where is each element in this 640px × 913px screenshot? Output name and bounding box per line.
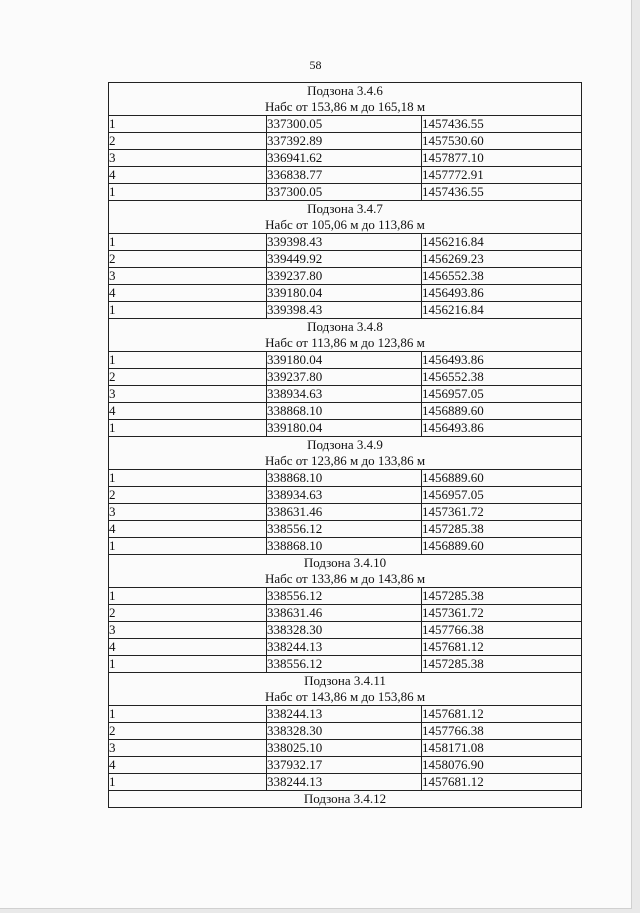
y-coordinate-cell: 1456889.60 <box>422 538 582 555</box>
y-coordinate-cell: 1456552.38 <box>422 369 582 386</box>
zone-height-range: Набс от 105,06 м до 113,86 м <box>109 217 582 234</box>
table-row <box>109 774 582 791</box>
point-number-cell: 3 <box>109 740 267 757</box>
table-row <box>109 622 582 639</box>
point-number-cell: 3 <box>109 504 267 521</box>
table-row <box>109 470 582 487</box>
table-row <box>109 538 582 555</box>
zone-title: Подзона 3.4.11 <box>109 673 582 690</box>
zone-title: Подзона 3.4.9 <box>109 437 582 454</box>
x-coordinate-cell: 338025.10 <box>267 740 422 757</box>
x-coordinate-cell: 339180.04 <box>267 352 422 369</box>
table-row <box>109 302 582 319</box>
point-number-cell: 2 <box>109 251 267 268</box>
zone-range-row <box>109 453 582 470</box>
y-coordinate-cell: 1457772.91 <box>422 167 582 184</box>
point-number-cell: 1 <box>109 656 267 673</box>
point-number-cell: 3 <box>109 268 267 285</box>
table-row <box>109 369 582 386</box>
point-number-cell: 1 <box>109 588 267 605</box>
point-number-cell: 1 <box>109 706 267 723</box>
point-number-cell: 4 <box>109 285 267 302</box>
x-coordinate-cell: 338556.12 <box>267 521 422 538</box>
table-row <box>109 167 582 184</box>
y-coordinate-cell: 1457361.72 <box>422 605 582 622</box>
point-number-cell: 3 <box>109 622 267 639</box>
zone-title-row <box>109 201 582 218</box>
point-number-cell: 4 <box>109 757 267 774</box>
y-coordinate-cell: 1457285.38 <box>422 588 582 605</box>
zone-title: Подзона 3.4.7 <box>109 201 582 218</box>
y-coordinate-cell: 1456493.86 <box>422 285 582 302</box>
x-coordinate-cell: 338244.13 <box>267 774 422 791</box>
point-number-cell: 2 <box>109 723 267 740</box>
zone-title-row <box>109 83 582 100</box>
zone-height-range: Набс от 113,86 м до 123,86 м <box>109 335 582 352</box>
zone-height-range: Набс от 133,86 м до 143,86 м <box>109 571 582 588</box>
zone-title: Подзона 3.4.12 <box>109 791 582 808</box>
table-row <box>109 588 582 605</box>
zone-title-row <box>109 673 582 690</box>
table-row <box>109 150 582 167</box>
table-row <box>109 184 582 201</box>
point-number-cell: 2 <box>109 133 267 150</box>
x-coordinate-cell: 336838.77 <box>267 167 422 184</box>
y-coordinate-cell: 1456493.86 <box>422 352 582 369</box>
x-coordinate-cell: 338631.46 <box>267 504 422 521</box>
zone-height-range: Набс от 123,86 м до 133,86 м <box>109 453 582 470</box>
table-row <box>109 420 582 437</box>
x-coordinate-cell: 337300.05 <box>267 116 422 133</box>
point-number-cell: 2 <box>109 605 267 622</box>
table-row <box>109 386 582 403</box>
zone-range-row <box>109 335 582 352</box>
zone-title: Подзона 3.4.8 <box>109 319 582 336</box>
point-number-cell: 4 <box>109 521 267 538</box>
point-number-cell: 1 <box>109 116 267 133</box>
table-row <box>109 605 582 622</box>
x-coordinate-cell: 339180.04 <box>267 285 422 302</box>
x-coordinate-cell: 338934.63 <box>267 386 422 403</box>
x-coordinate-cell: 339237.80 <box>267 369 422 386</box>
zone-range-row <box>109 571 582 588</box>
point-number-cell: 3 <box>109 150 267 167</box>
x-coordinate-cell: 338244.13 <box>267 639 422 656</box>
y-coordinate-cell: 1457361.72 <box>422 504 582 521</box>
table-row <box>109 251 582 268</box>
y-coordinate-cell: 1456957.05 <box>422 487 582 504</box>
y-coordinate-cell: 1456889.60 <box>422 470 582 487</box>
point-number-cell: 1 <box>109 420 267 437</box>
x-coordinate-cell: 338328.30 <box>267 723 422 740</box>
zone-title: Подзона 3.4.6 <box>109 83 582 100</box>
point-number-cell: 4 <box>109 639 267 656</box>
x-coordinate-cell: 338556.12 <box>267 656 422 673</box>
table-row <box>109 285 582 302</box>
point-number-cell: 4 <box>109 167 267 184</box>
y-coordinate-cell: 1457436.55 <box>422 184 582 201</box>
page-number: 58 <box>309 58 322 72</box>
table-row <box>109 487 582 504</box>
table-row <box>109 740 582 757</box>
point-number-cell: 1 <box>109 470 267 487</box>
x-coordinate-cell: 338868.10 <box>267 403 422 420</box>
y-coordinate-cell: 1457681.12 <box>422 639 582 656</box>
x-coordinate-cell: 338868.10 <box>267 470 422 487</box>
x-coordinate-cell: 339180.04 <box>267 420 422 437</box>
zone-range-row <box>109 99 582 116</box>
point-number-cell: 1 <box>109 234 267 251</box>
y-coordinate-cell: 1457877.10 <box>422 150 582 167</box>
table-row <box>109 116 582 133</box>
point-number-cell: 1 <box>109 774 267 791</box>
y-coordinate-cell: 1457766.38 <box>422 723 582 740</box>
x-coordinate-cell: 338934.63 <box>267 487 422 504</box>
x-coordinate-cell: 338328.30 <box>267 622 422 639</box>
y-coordinate-cell: 1457681.12 <box>422 774 582 791</box>
table-row <box>109 352 582 369</box>
coordinates-table <box>108 82 582 808</box>
point-number-cell: 4 <box>109 403 267 420</box>
zone-title-row <box>109 791 582 808</box>
point-number-cell: 1 <box>109 302 267 319</box>
y-coordinate-cell: 1456493.86 <box>422 420 582 437</box>
y-coordinate-cell: 1458171.08 <box>422 740 582 757</box>
table-row <box>109 656 582 673</box>
x-coordinate-cell: 338556.12 <box>267 588 422 605</box>
point-number-cell: 2 <box>109 487 267 504</box>
zone-title-row <box>109 437 582 454</box>
x-coordinate-cell: 338868.10 <box>267 538 422 555</box>
zone-height-range: Набс от 143,86 м до 153,86 м <box>109 689 582 706</box>
point-number-cell: 1 <box>109 352 267 369</box>
point-number-cell: 1 <box>109 538 267 555</box>
x-coordinate-cell: 336941.62 <box>267 150 422 167</box>
x-coordinate-cell: 337392.89 <box>267 133 422 150</box>
y-coordinate-cell: 1457285.38 <box>422 656 582 673</box>
table-row <box>109 639 582 656</box>
y-coordinate-cell: 1457766.38 <box>422 622 582 639</box>
y-coordinate-cell: 1456216.84 <box>422 302 582 319</box>
x-coordinate-cell: 339449.92 <box>267 251 422 268</box>
point-number-cell: 3 <box>109 386 267 403</box>
table-row <box>109 268 582 285</box>
zone-range-row <box>109 217 582 234</box>
y-coordinate-cell: 1458076.90 <box>422 757 582 774</box>
y-coordinate-cell: 1456216.84 <box>422 234 582 251</box>
y-coordinate-cell: 1456269.23 <box>422 251 582 268</box>
y-coordinate-cell: 1457530.60 <box>422 133 582 150</box>
y-coordinate-cell: 1456957.05 <box>422 386 582 403</box>
x-coordinate-cell: 337932.17 <box>267 757 422 774</box>
table-row <box>109 133 582 150</box>
y-coordinate-cell: 1456552.38 <box>422 268 582 285</box>
zone-title: Подзона 3.4.10 <box>109 555 582 572</box>
y-coordinate-cell: 1456889.60 <box>422 403 582 420</box>
zone-height-range: Набс от 153,86 м до 165,18 м <box>109 99 582 116</box>
x-coordinate-cell: 338631.46 <box>267 605 422 622</box>
y-coordinate-cell: 1457285.38 <box>422 521 582 538</box>
table-row <box>109 403 582 420</box>
table-row <box>109 706 582 723</box>
x-coordinate-cell: 339398.43 <box>267 234 422 251</box>
point-number-cell: 1 <box>109 184 267 201</box>
x-coordinate-cell: 339398.43 <box>267 302 422 319</box>
coordinates-table-body <box>109 83 582 808</box>
zone-title-row <box>109 555 582 572</box>
table-row <box>109 723 582 740</box>
point-number-cell: 2 <box>109 369 267 386</box>
x-coordinate-cell: 338244.13 <box>267 706 422 723</box>
zone-title-row <box>109 319 582 336</box>
x-coordinate-cell: 339237.80 <box>267 268 422 285</box>
table-row <box>109 521 582 538</box>
zone-range-row <box>109 689 582 706</box>
table-row <box>109 504 582 521</box>
y-coordinate-cell: 1457681.12 <box>422 706 582 723</box>
x-coordinate-cell: 337300.05 <box>267 184 422 201</box>
table-row <box>109 234 582 251</box>
table-row <box>109 757 582 774</box>
y-coordinate-cell: 1457436.55 <box>422 116 582 133</box>
